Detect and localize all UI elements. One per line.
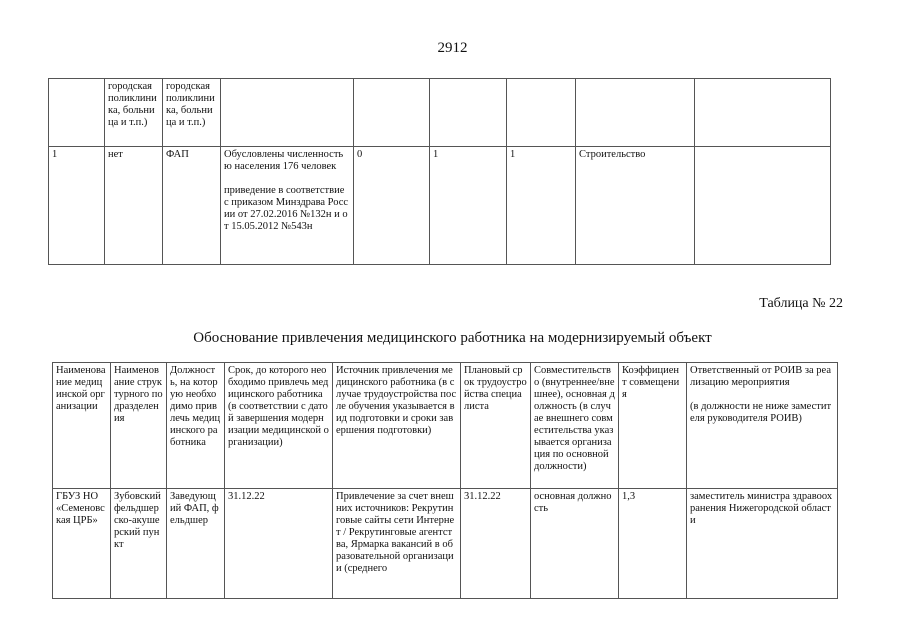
table-cell [576, 79, 695, 147]
page-number: 2912 [437, 40, 468, 56]
column-header: Наименование медицинской организации [53, 363, 111, 489]
table-cell: ГБУЗ НО «Семеновская ЦРБ» [53, 489, 111, 599]
table-cell: основная должность [531, 489, 619, 599]
table-cell: 1,3 [619, 489, 687, 599]
column-header: Коэффициент совмещения [619, 363, 687, 489]
table-staffing [52, 362, 838, 599]
reason-text: Обусловлены численностью населения 176 человек [224, 149, 344, 172]
table-cell: 1 [430, 147, 507, 265]
table-cell: 31.12.22 [225, 489, 333, 599]
table-cell: Заведующий ФАП, фельдшер [167, 489, 225, 599]
table-cell: 0 [354, 147, 430, 265]
column-header: Наименование структурного подразделения [111, 363, 167, 489]
table-cell: ФАП [163, 147, 221, 265]
table-row [53, 489, 838, 599]
table-cell [695, 147, 831, 265]
table-title: Обоснование привлечения медицинского работника на модернизируемый объект [193, 330, 712, 346]
table-cell: городская поликлиника, больница и т.п.) [105, 79, 163, 147]
table-cell [430, 79, 507, 147]
table-cell [49, 79, 105, 147]
table-row [49, 79, 831, 147]
table-cell: 1 [49, 147, 105, 265]
table-number: Таблица № 22 [759, 296, 843, 311]
table-continuation [48, 78, 831, 265]
table-cell: заместитель министра здравоохранения Нижегородской области [687, 489, 838, 599]
table-cell: Привлечение за счет внешних источников: Рекрутинговые сайты сети Интернет / Рекрутинговые агентства, Ярмарка вакансий в образовательной организации (среднего [333, 489, 461, 599]
column-header: Должность, на которую необходимо привлечь медицинского работника [167, 363, 225, 489]
column-header: Совместительство (внутреннее/внешнее), основная должность (в случае внешнего совместительства указывается организация по основной должности) [531, 363, 619, 489]
table-cell: Зубовский фельдшерско-акушерский пункт [111, 489, 167, 599]
table-cell: Строительство [576, 147, 695, 265]
table-header-row [53, 363, 838, 489]
column-header: Срок, до которого необходимо привлечь медицинского работника (в соответствии с датой завершения модернизации медицинской организации) [225, 363, 333, 489]
column-header: Плановый срок трудоустройства специалиста [461, 363, 531, 489]
table-cell [695, 79, 831, 147]
column-header-text: Ответственный от РОИВ за реализацию мероприятия [690, 365, 832, 388]
table-cell: нет [105, 147, 163, 265]
column-header [687, 363, 838, 489]
table-cell [221, 147, 354, 265]
table-row [49, 147, 831, 265]
table-cell: городская поликлиника, больница и т.п.) [163, 79, 221, 147]
table-cell: 1 [507, 147, 576, 265]
table-cell: 31.12.22 [461, 489, 531, 599]
table-cell [221, 79, 354, 147]
column-header: Источник привлечения медицинского работника (в случае трудоустройства после обучения указывается вид подготовки и сроки завершения подготовки) [333, 363, 461, 489]
table-cell [507, 79, 576, 147]
reason-text: приведение в соответствие с приказом Минздрава России от 27.02.2016 №132н и от 15.05.2012 №543н [224, 185, 349, 232]
table-cell [354, 79, 430, 147]
column-header-note: (в должности не ниже заместителя руководителя РОИВ) [690, 401, 832, 424]
